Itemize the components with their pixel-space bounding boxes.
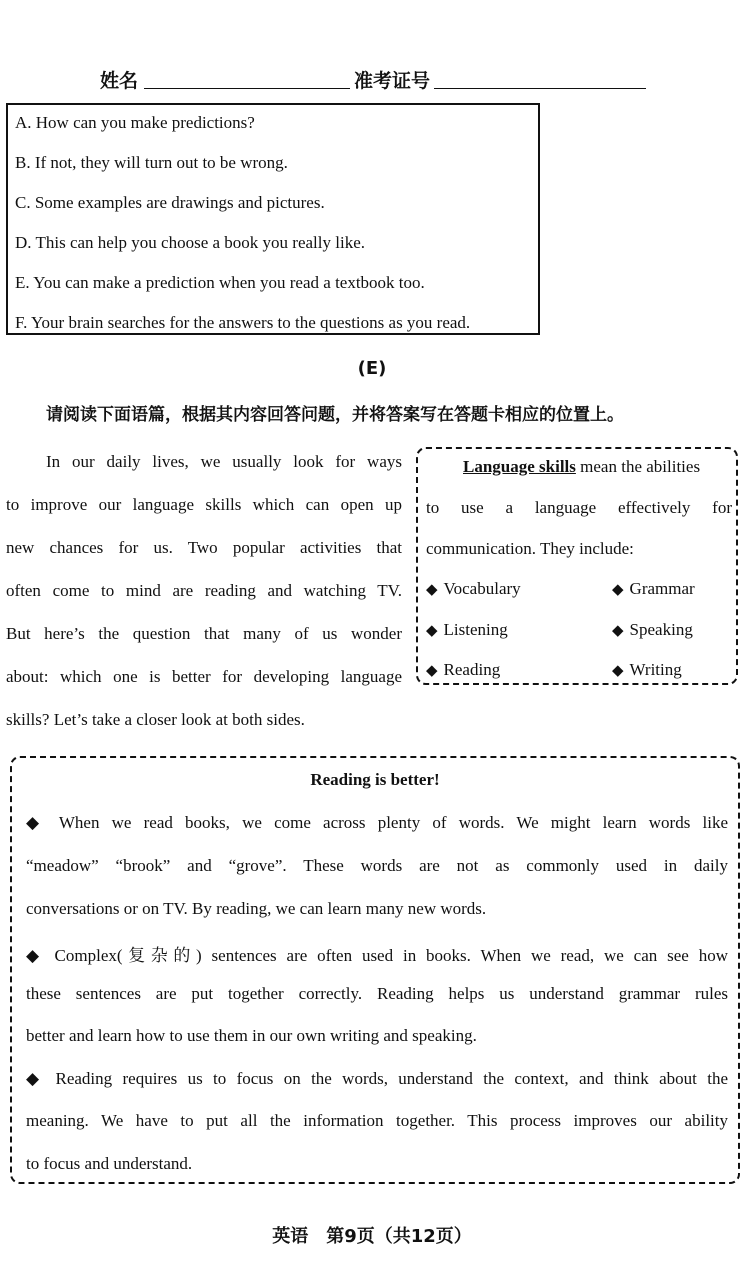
- option-a: A. How can you make predictions?: [15, 113, 255, 132]
- name-blank-line: [144, 88, 350, 89]
- option-c: C. Some examples are drawings and pictures.: [15, 193, 325, 212]
- reading-box-line: ◆ Complex(复杂的) sentences are often used in books. When we read, we can see how: [26, 946, 728, 965]
- intro-line: to improve our language skills which can open up: [6, 495, 402, 514]
- diamond-bullet-icon: ◆: [426, 580, 438, 598]
- intro-paragraph: [6, 440, 402, 741]
- section-label: (E): [357, 358, 387, 379]
- diamond-bullet-icon: ◆: [612, 661, 624, 679]
- skill-listening: ◆ Listening: [426, 620, 508, 639]
- skill-grammar: ◆ Grammar: [612, 579, 695, 598]
- option-b: B. If not, they will turn out to be wrong.: [15, 153, 288, 172]
- intro-line: about: which one is better for developing language: [6, 667, 402, 686]
- reading-box-line: ◆ When we read books, we come across plenty of words. We might learn words like: [26, 813, 728, 832]
- option-f: F. Your brain searches for the answers to the questions as you read.: [15, 313, 471, 332]
- skills-definition-line: [463, 457, 700, 477]
- reading-box-line: ◆ Reading requires us to focus on the words, understand the context, and think about the: [26, 1069, 728, 1088]
- option-d: D. This can help you choose a book you really like.: [15, 233, 365, 252]
- option-e: E. You can make a prediction when you read a textbook too.: [15, 273, 425, 292]
- reading-box-line: to focus and understand.: [26, 1154, 193, 1173]
- skills-definition-line-2: to use a language effectively for: [426, 498, 732, 517]
- intro-line: often come to mind are reading and watching TV.: [6, 581, 402, 600]
- name-label: 姓名: [100, 70, 139, 92]
- diamond-bullet-icon: ◆: [426, 621, 438, 639]
- exam-id-label: 准考证号: [354, 70, 431, 92]
- skill-reading: ◆ Reading: [426, 660, 501, 679]
- reading-box-line: conversations or on TV. By reading, we can learn many new words.: [26, 899, 487, 918]
- reading-is-better-box: [10, 756, 740, 1184]
- reading-box-line: better and learn how to use them in our own writing and speaking.: [26, 1026, 477, 1045]
- skills-definition-line-3: communication. They include:: [426, 539, 634, 558]
- reading-box-title: Reading is better!: [310, 770, 440, 789]
- intro-line: In our daily lives, we usually look for ways: [46, 452, 402, 471]
- reading-box-line: “meadow” “brook” and “grove”. These words are not as commonly used in daily: [26, 856, 728, 875]
- exam-id-blank-line: [434, 88, 646, 89]
- skills-definition-rest: mean the abilities: [575, 457, 701, 476]
- skill-speaking: ◆ Speaking: [612, 620, 693, 639]
- skill-vocabulary: ◆ Vocabulary: [426, 579, 521, 598]
- candidate-header: [100, 64, 660, 94]
- diamond-bullet-icon: ◆: [426, 661, 438, 679]
- language-skills-box: [416, 447, 738, 685]
- reading-box-line: meaning. We have to put all the information together. This process improves our ability: [26, 1111, 728, 1130]
- page-footer: 英语 第9页（共12页）: [272, 1226, 472, 1247]
- intro-line: new chances for us. Two popular activities that: [6, 538, 402, 557]
- intro-line: skills? Let’s take a closer look at both sides.: [6, 710, 305, 729]
- diamond-bullet-icon: ◆: [612, 621, 624, 639]
- instruction-text: 请阅读下面语篇，根据其内容回答问题，并将答案写在答题卡相应的位置上。: [46, 405, 624, 425]
- skill-writing: ◆ Writing: [612, 660, 682, 679]
- options-box: [6, 103, 540, 335]
- intro-line: But here’s the question that many of us wonder: [6, 624, 402, 643]
- skills-term: Language skills: [463, 457, 576, 476]
- diamond-bullet-icon: ◆: [612, 580, 624, 598]
- reading-box-line: these sentences are put together correctly. Reading helps us understand grammar rules: [26, 984, 728, 1003]
